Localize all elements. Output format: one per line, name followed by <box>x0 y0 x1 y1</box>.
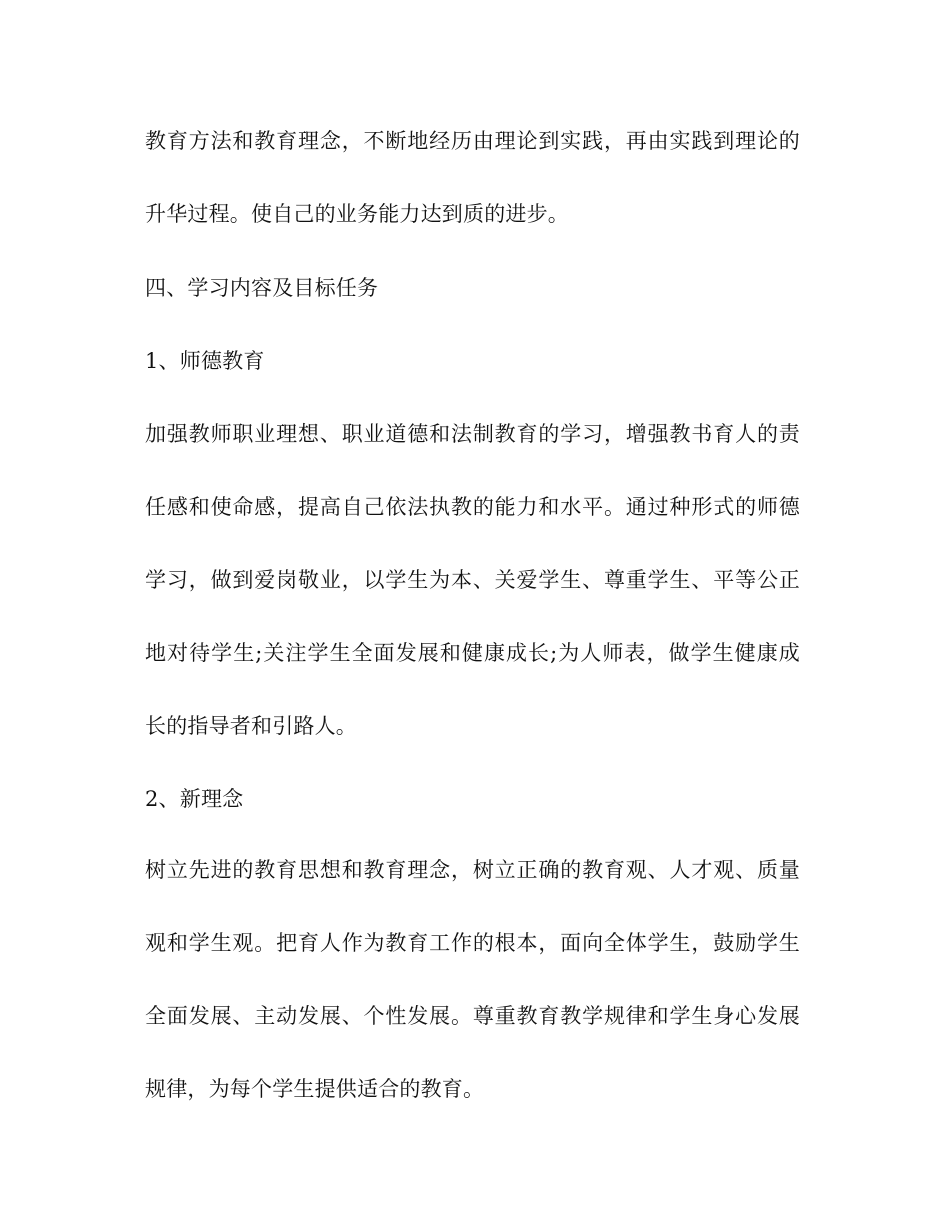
body-text-line: 教育方法和教育理念，不断地经历由理论到实践，再由实践到理论的 <box>145 129 800 153</box>
body-text-line: 学习，做到爱岗敬业，以学生为本、关爱学生、尊重学生、平等公正 <box>145 568 800 592</box>
body-text-line: 地对待学生;关注学生全面发展和健康成长;为人师表，做学生健康成 <box>145 641 800 665</box>
subsection-heading: 2、新理念 <box>145 787 244 811</box>
body-text-line: 升华过程。使自己的业务能力达到质的进步。 <box>145 202 569 226</box>
body-text-line: 长的指导者和引路人。 <box>145 714 357 738</box>
body-text-line: 加强教师职业理想、职业道德和法制教育的学习，增强教书育人的责 <box>145 422 800 446</box>
body-text-line: 任感和使命感，提高自己依法执教的能力和水平。通过种形式的师德 <box>145 495 800 519</box>
section-heading: 四、学习内容及目标任务 <box>145 276 379 300</box>
subsection-heading: 1、师德教育 <box>145 349 265 373</box>
body-text-line: 观和学生观。把育人作为教育工作的根本，面向全体学生，鼓励学生 <box>145 931 800 955</box>
body-text-line: 规律，为每个学生提供适合的教育。 <box>145 1077 485 1101</box>
body-text-line: 树立先进的教育思想和教育理念，树立正确的教育观、人才观、质量 <box>145 858 800 882</box>
body-text-line: 全面发展、主动发展、个性发展。尊重教育教学规律和学生身心发展 <box>145 1004 800 1028</box>
